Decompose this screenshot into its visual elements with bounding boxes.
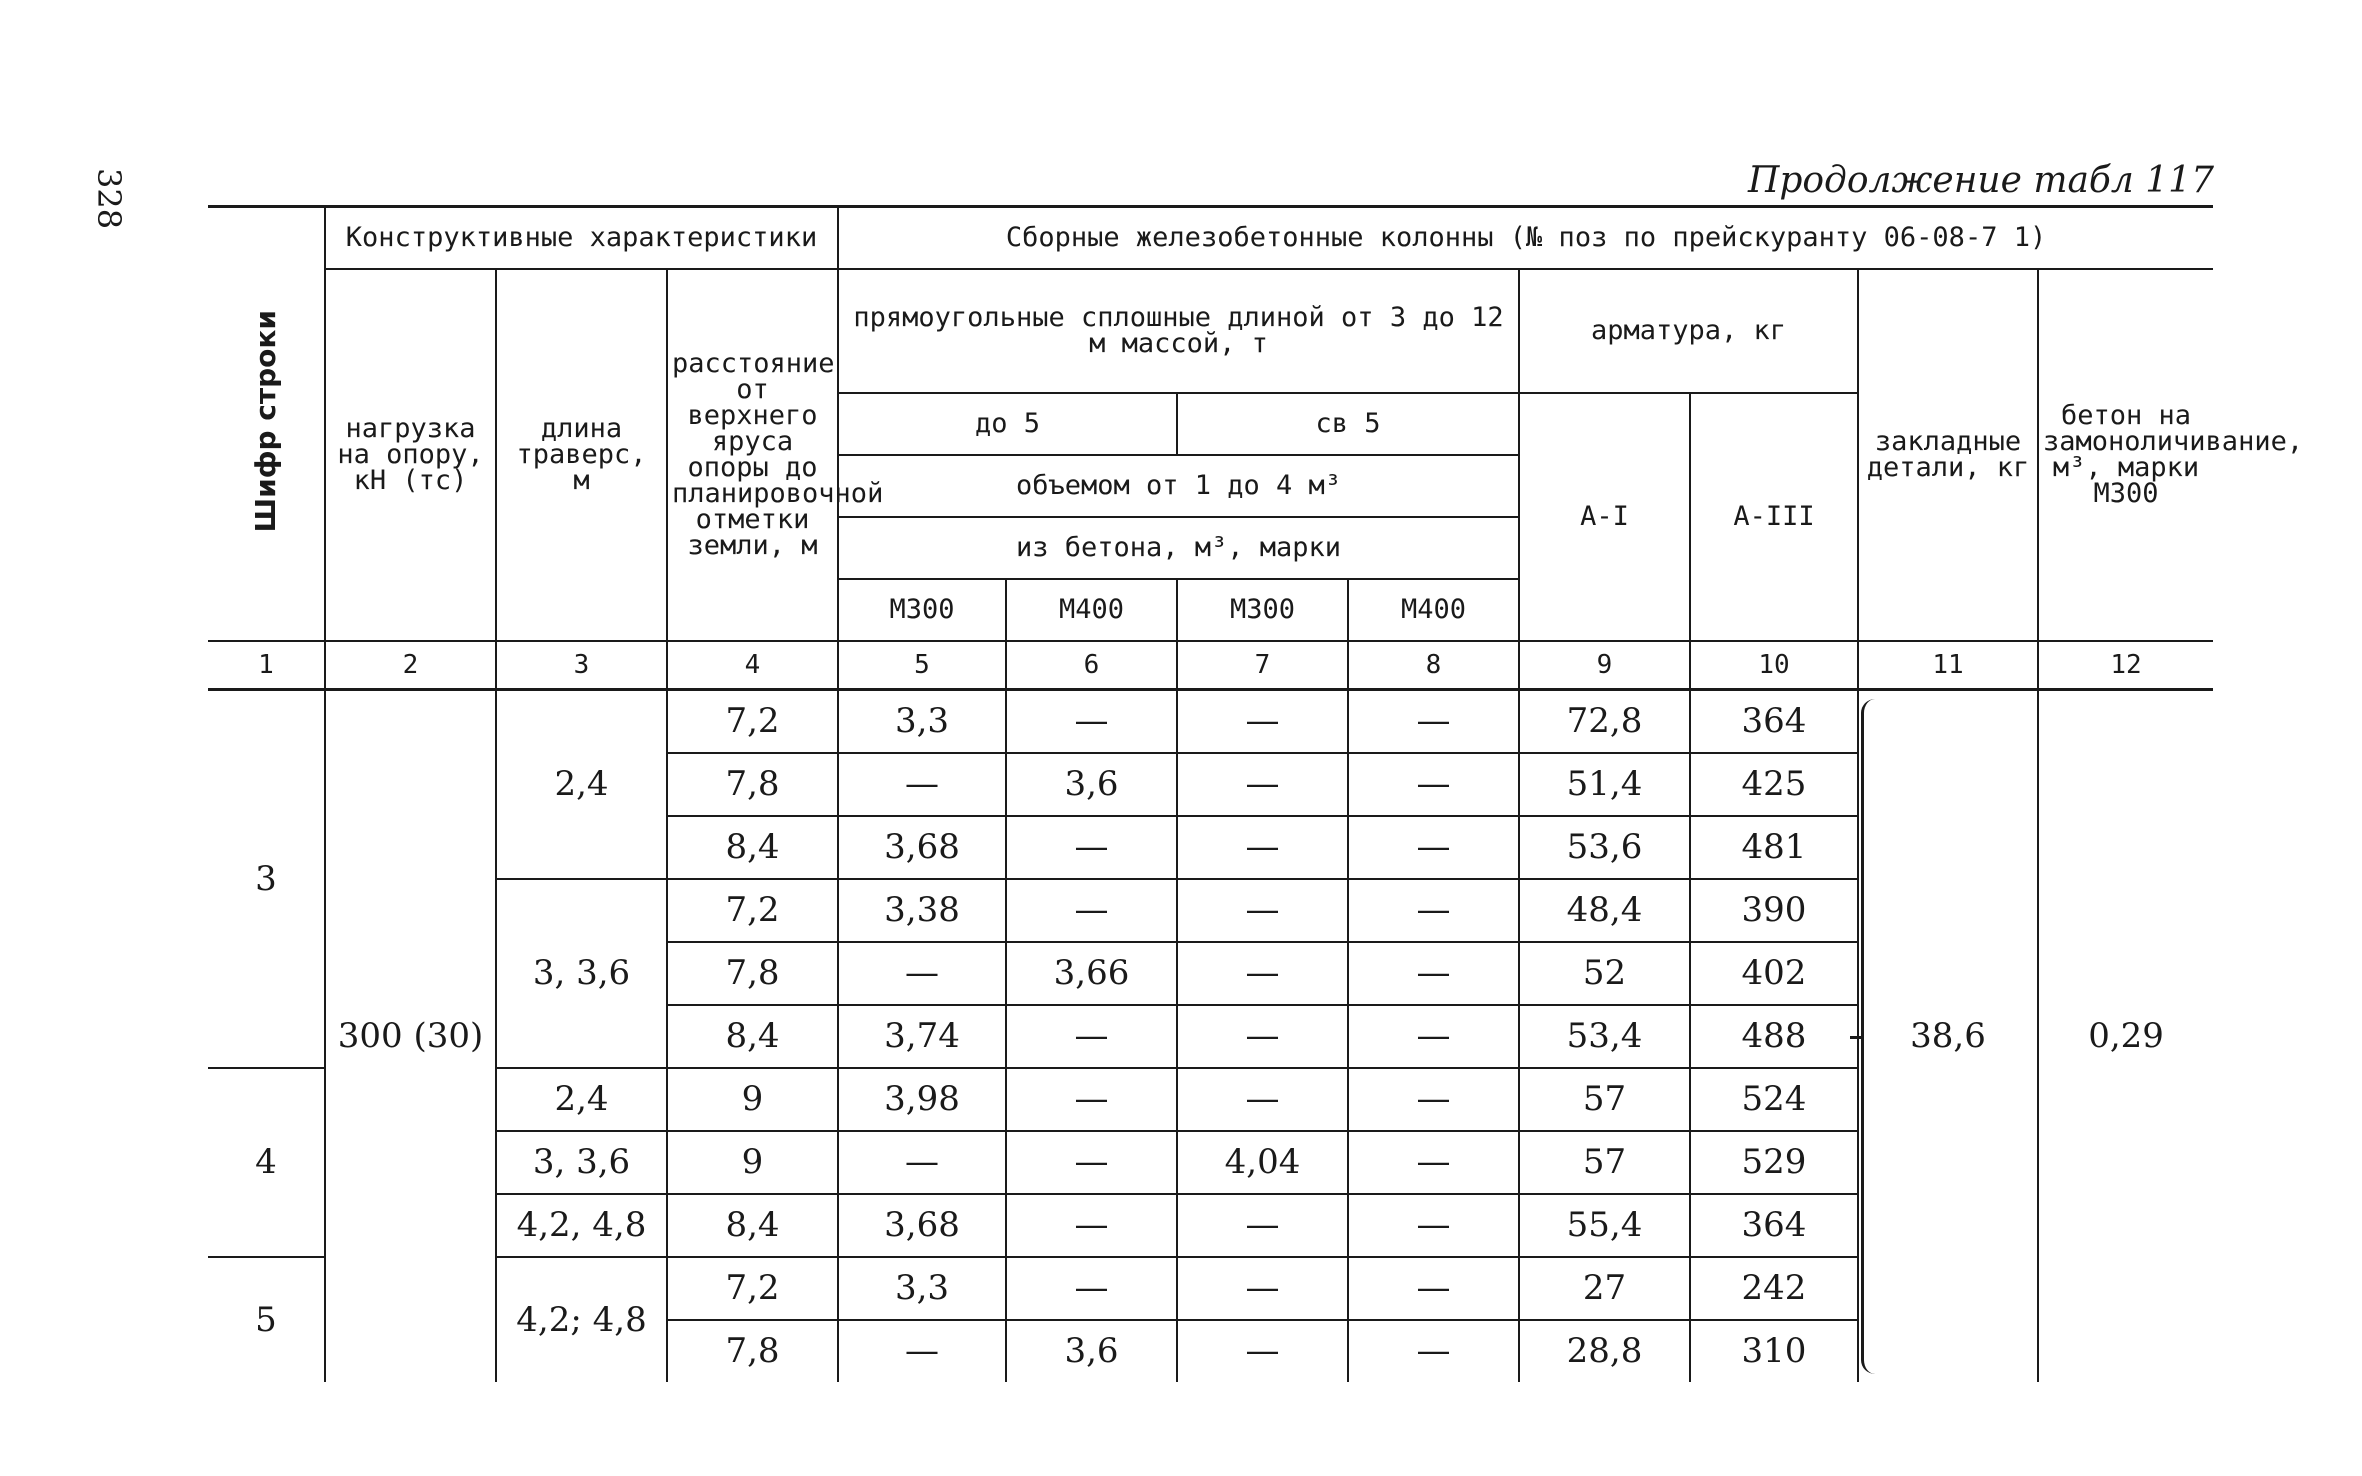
cell-m300-a: 3,68 [838, 1194, 1006, 1257]
cell-a1: 57 [1519, 1131, 1690, 1194]
page-number: 328 [90, 168, 128, 230]
header-traverse: длина траверс, м [496, 269, 667, 641]
header-up-to-5: до 5 [838, 393, 1177, 455]
cell-a1: 28,8 [1519, 1320, 1690, 1382]
cell-m300-a: 3,38 [838, 879, 1006, 942]
cell-m300-b: — [1177, 1005, 1348, 1068]
cell-m400-b: — [1348, 816, 1519, 879]
row-code: 3 [208, 689, 325, 1068]
header-rect-columns: прямоугольные сплошные длиной от 3 до 12 м массой, т [838, 269, 1519, 393]
header-m400-b: М400 [1348, 579, 1519, 641]
header-m300-a: М300 [838, 579, 1006, 641]
distance-value: 9 [667, 1068, 838, 1131]
cell-m300-b: — [1177, 879, 1348, 942]
col-number: 6 [1006, 641, 1177, 690]
table-row [208, 689, 2213, 753]
traverse-value: 3, 3,6 [496, 879, 667, 1068]
cell-m400-b: — [1348, 942, 1519, 1005]
distance-value: 7,8 [667, 1320, 838, 1382]
distance-value: 7,2 [667, 879, 838, 942]
cell-a1: 27 [1519, 1257, 1690, 1320]
distance-value: 7,2 [667, 689, 838, 753]
cell-m400-b: — [1348, 1194, 1519, 1257]
header-rebar: арматура, кг [1519, 269, 1858, 393]
cell-a1: 53,4 [1519, 1005, 1690, 1068]
col-number: 5 [838, 641, 1006, 690]
cell-m400-a: — [1006, 689, 1177, 753]
cell-m300-b: — [1177, 1068, 1348, 1131]
cell-a3: 242 [1690, 1257, 1858, 1320]
cell-m300-a: 3,3 [838, 689, 1006, 753]
cell-m400-a: — [1006, 1005, 1177, 1068]
cell-m300-a: — [838, 753, 1006, 816]
col-number: 8 [1348, 641, 1519, 690]
cell-a1: 48,4 [1519, 879, 1690, 942]
cell-a3: 402 [1690, 942, 1858, 1005]
header-a1: А-I [1519, 393, 1690, 641]
cell-m400-a: 3,6 [1006, 1320, 1177, 1382]
cell-m300-a: — [838, 1320, 1006, 1382]
table-caption: Продолжение табл 117 [1747, 160, 2214, 201]
cell-a3: 529 [1690, 1131, 1858, 1194]
cell-a3: 364 [1690, 1194, 1858, 1257]
brace-icon [1861, 699, 1882, 1374]
cell-m300-b: — [1177, 1257, 1348, 1320]
cell-m400-b: — [1348, 879, 1519, 942]
cell-m400-b: — [1348, 1068, 1519, 1131]
header-m400-a: М400 [1006, 579, 1177, 641]
header-grout: бетон на замоноличивание, м³, марки М300 [2043, 399, 2304, 509]
cell-m400-a: 3,6 [1006, 753, 1177, 816]
cell-m300-a: — [838, 1131, 1006, 1194]
header-structural-group: Конструктивные характеристики [325, 207, 838, 269]
cell-m300-b: — [1177, 689, 1348, 753]
col-number: 4 [667, 641, 838, 690]
cell-m400-a: — [1006, 1194, 1177, 1257]
cell-m400-b: — [1348, 753, 1519, 816]
header-m300-b: М300 [1177, 579, 1348, 641]
cell-a3: 524 [1690, 1068, 1858, 1131]
col-number: 12 [2038, 641, 2213, 690]
header-over-5: св 5 [1177, 393, 1519, 455]
cell-a3: 425 [1690, 753, 1858, 816]
cell-m400-a: — [1006, 1068, 1177, 1131]
cell-m400-a: — [1006, 1131, 1177, 1194]
cell-m300-a: 3,68 [838, 816, 1006, 879]
distance-value: 8,4 [667, 1194, 838, 1257]
distance-value: 9 [667, 1131, 838, 1194]
cell-a1: 51,4 [1519, 753, 1690, 816]
cell-a3: 364 [1690, 689, 1858, 753]
traverse-value: 2,4 [496, 1068, 667, 1131]
header-embedded: закладные детали, кг [1858, 269, 2038, 641]
cell-m300-b: — [1177, 1194, 1348, 1257]
row-code: 4 [208, 1068, 325, 1257]
col-number: 9 [1519, 641, 1690, 690]
col-number: 11 [1858, 641, 2038, 690]
cell-m300-a: 3,3 [838, 1257, 1006, 1320]
row-code: 5 [208, 1257, 325, 1382]
cell-m300-b: — [1177, 1320, 1348, 1382]
distance-value: 7,8 [667, 753, 838, 816]
cell-m400-a: — [1006, 816, 1177, 879]
cell-a3: 481 [1690, 816, 1858, 879]
header-distance: расстояние от верхнего яруса опоры до планировочной отметки земли, м [667, 269, 838, 641]
cell-a3: 390 [1690, 879, 1858, 942]
cell-m300-a: — [838, 942, 1006, 1005]
cell-a1: 57 [1519, 1068, 1690, 1131]
cell-m300-b: — [1177, 816, 1348, 879]
data-table [208, 205, 2304, 1382]
header-a3: А-III [1690, 393, 1858, 641]
cell-m300-b: — [1177, 942, 1348, 1005]
grout-value: 0,29 [2088, 1016, 2164, 1056]
embedded-value: 38,6 [1858, 689, 2038, 1382]
cell-a3: 310 [1690, 1320, 1858, 1382]
cell-m400-b: — [1348, 689, 1519, 753]
traverse-value: 3, 3,6 [496, 1131, 667, 1194]
col-number: 3 [496, 641, 667, 690]
header-columns-group: Сборные железобетонные колонны (№ поз по прейскуранту 06-08-7 1) [838, 207, 2213, 269]
cell-m400-a: — [1006, 1257, 1177, 1320]
header-row-code: Шифр строки [208, 207, 325, 641]
header-volume: объемом от 1 до 4 м³ [838, 455, 1519, 517]
traverse-value: 4,2, 4,8 [496, 1194, 667, 1257]
cell-m400-b: — [1348, 1131, 1519, 1194]
cell-m300-b: — [1177, 753, 1348, 816]
col-number: 1 [208, 641, 325, 690]
col-number: 7 [1177, 641, 1348, 690]
cell-a1: 52 [1519, 942, 1690, 1005]
distance-value: 8,4 [667, 816, 838, 879]
col-number: 10 [1690, 641, 1858, 690]
cell-a3: 488 [1690, 1005, 1858, 1068]
cell-m400-a: — [1006, 879, 1177, 942]
header-load: нагрузка на опору, кН (тс) [325, 269, 496, 641]
cell-m400-b: — [1348, 1320, 1519, 1382]
cell-m400-b: — [1348, 1257, 1519, 1320]
cell-m300-b: 4,04 [1177, 1131, 1348, 1194]
cell-a1: 72,8 [1519, 689, 1690, 753]
cell-m400-b: — [1348, 1005, 1519, 1068]
header-concrete: из бетона, м³, марки [838, 517, 1519, 579]
cell-m300-a: 3,74 [838, 1005, 1006, 1068]
cell-m300-a: 3,98 [838, 1068, 1006, 1131]
cell-a1: 55,4 [1519, 1194, 1690, 1257]
load-value: 300 (30) [325, 689, 496, 1382]
traverse-value: 2,4 [496, 689, 667, 879]
traverse-value: 4,2; 4,8 [496, 1257, 667, 1382]
col-number: 2 [325, 641, 496, 690]
cell-a1: 53,6 [1519, 816, 1690, 879]
distance-value: 7,2 [667, 1257, 838, 1320]
cell-m400-a: 3,66 [1006, 942, 1177, 1005]
distance-value: 7,8 [667, 942, 838, 1005]
distance-value: 8,4 [667, 1005, 838, 1068]
